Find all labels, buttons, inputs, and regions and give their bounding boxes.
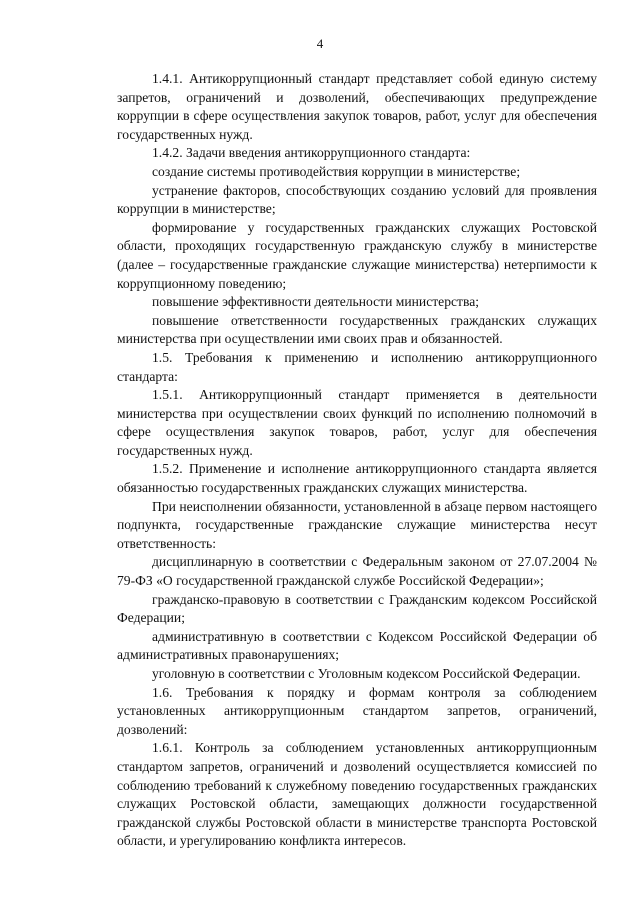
paragraph-1-5-1: 1.5.1. Антикоррупционный стандарт применяется в деятельности министерства при осуществлении своих функций по исполнению полномочий в сфере осуществления закупок товаров, работ, услуг для обеспечения государственных нужд. (117, 387, 597, 458)
paragraph-1-4-2: 1.4.2. Задачи введения антикоррупционного стандарта: (152, 145, 471, 161)
task-item: создание системы противодействия коррупции в министерстве; (152, 163, 521, 179)
page-number: 4 (316, 36, 324, 51)
paragraph-1-4-1: 1.4.1. Антикоррупционный стандарт представляет собой единую систему запретов, ограничений и дозволений, обеспечивающих предупреждение коррупции в сфере осуществления закупок товаров, работ, услуг для обеспечения государственных нужд. (117, 71, 597, 142)
paragraph-liability: При неисполнении обязанности, установленной в абзаце первом настоящего подпункта, государственные гражданские служащие министерства несут ответственность: (117, 498, 597, 551)
liability-item: административную в соответствии с Кодексом Российской Федерации об административных правонарушениях; (117, 628, 597, 663)
paragraph-1-5: 1.5. Требования к применению и исполнению антикоррупционного стандарта: (117, 349, 597, 384)
task-item: формирование у государственных гражданских служащих Ростовской области, проходящих государственную гражданскую службу в министерстве (далее – государственные гражданские служащие министерства) нетерпимости к коррупционному поведению; (117, 219, 597, 291)
liability-item: уголовную в соответствии с Уголовным кодексом Российской Федерации. (152, 666, 581, 681)
document-body (117, 70, 597, 851)
task-item: повышение ответственности государственных гражданских служащих министерства при осуществлении ими своих прав и обязанностей. (117, 312, 597, 347)
task-item: повышение эффективности деятельности министерства; (152, 294, 480, 310)
liability-item: дисциплинарную в соответствии с Федеральным законом от 27.07.2004 № 79-ФЗ «О государственной гражданской службе Российской Федерации»; (117, 554, 597, 589)
paragraph-1-6-1: 1.6.1. Контроль за соблюдением установленных антикоррупционным стандартом запретов, ограничений и дозволений осуществляется комиссией по соблюдению требований к служебному поведению государственных гражданских служащих Ростовской области, замещающих должности государственной гражданской службы Ростовской области в министерстве транспорта Ростовской области, и урегулированию конфликта интересов. (117, 740, 597, 849)
paragraph-1-6: 1.6. Требования к порядку и формам контроля за соблюдением установленных антикоррупционным стандартом запретов, ограничений, дозволений: (117, 684, 597, 737)
task-item: устранение факторов, способствующих созданию условий для проявления коррупции в министерстве; (117, 182, 597, 217)
paragraph-1-5-2: 1.5.2. Применение и исполнение антикоррупционного стандарта является обязанностью государственных гражданских служащих министерства. (117, 461, 597, 496)
liability-item: гражданско-правовую в соответствии с Гражданским кодексом Российской Федерации; (117, 591, 597, 626)
